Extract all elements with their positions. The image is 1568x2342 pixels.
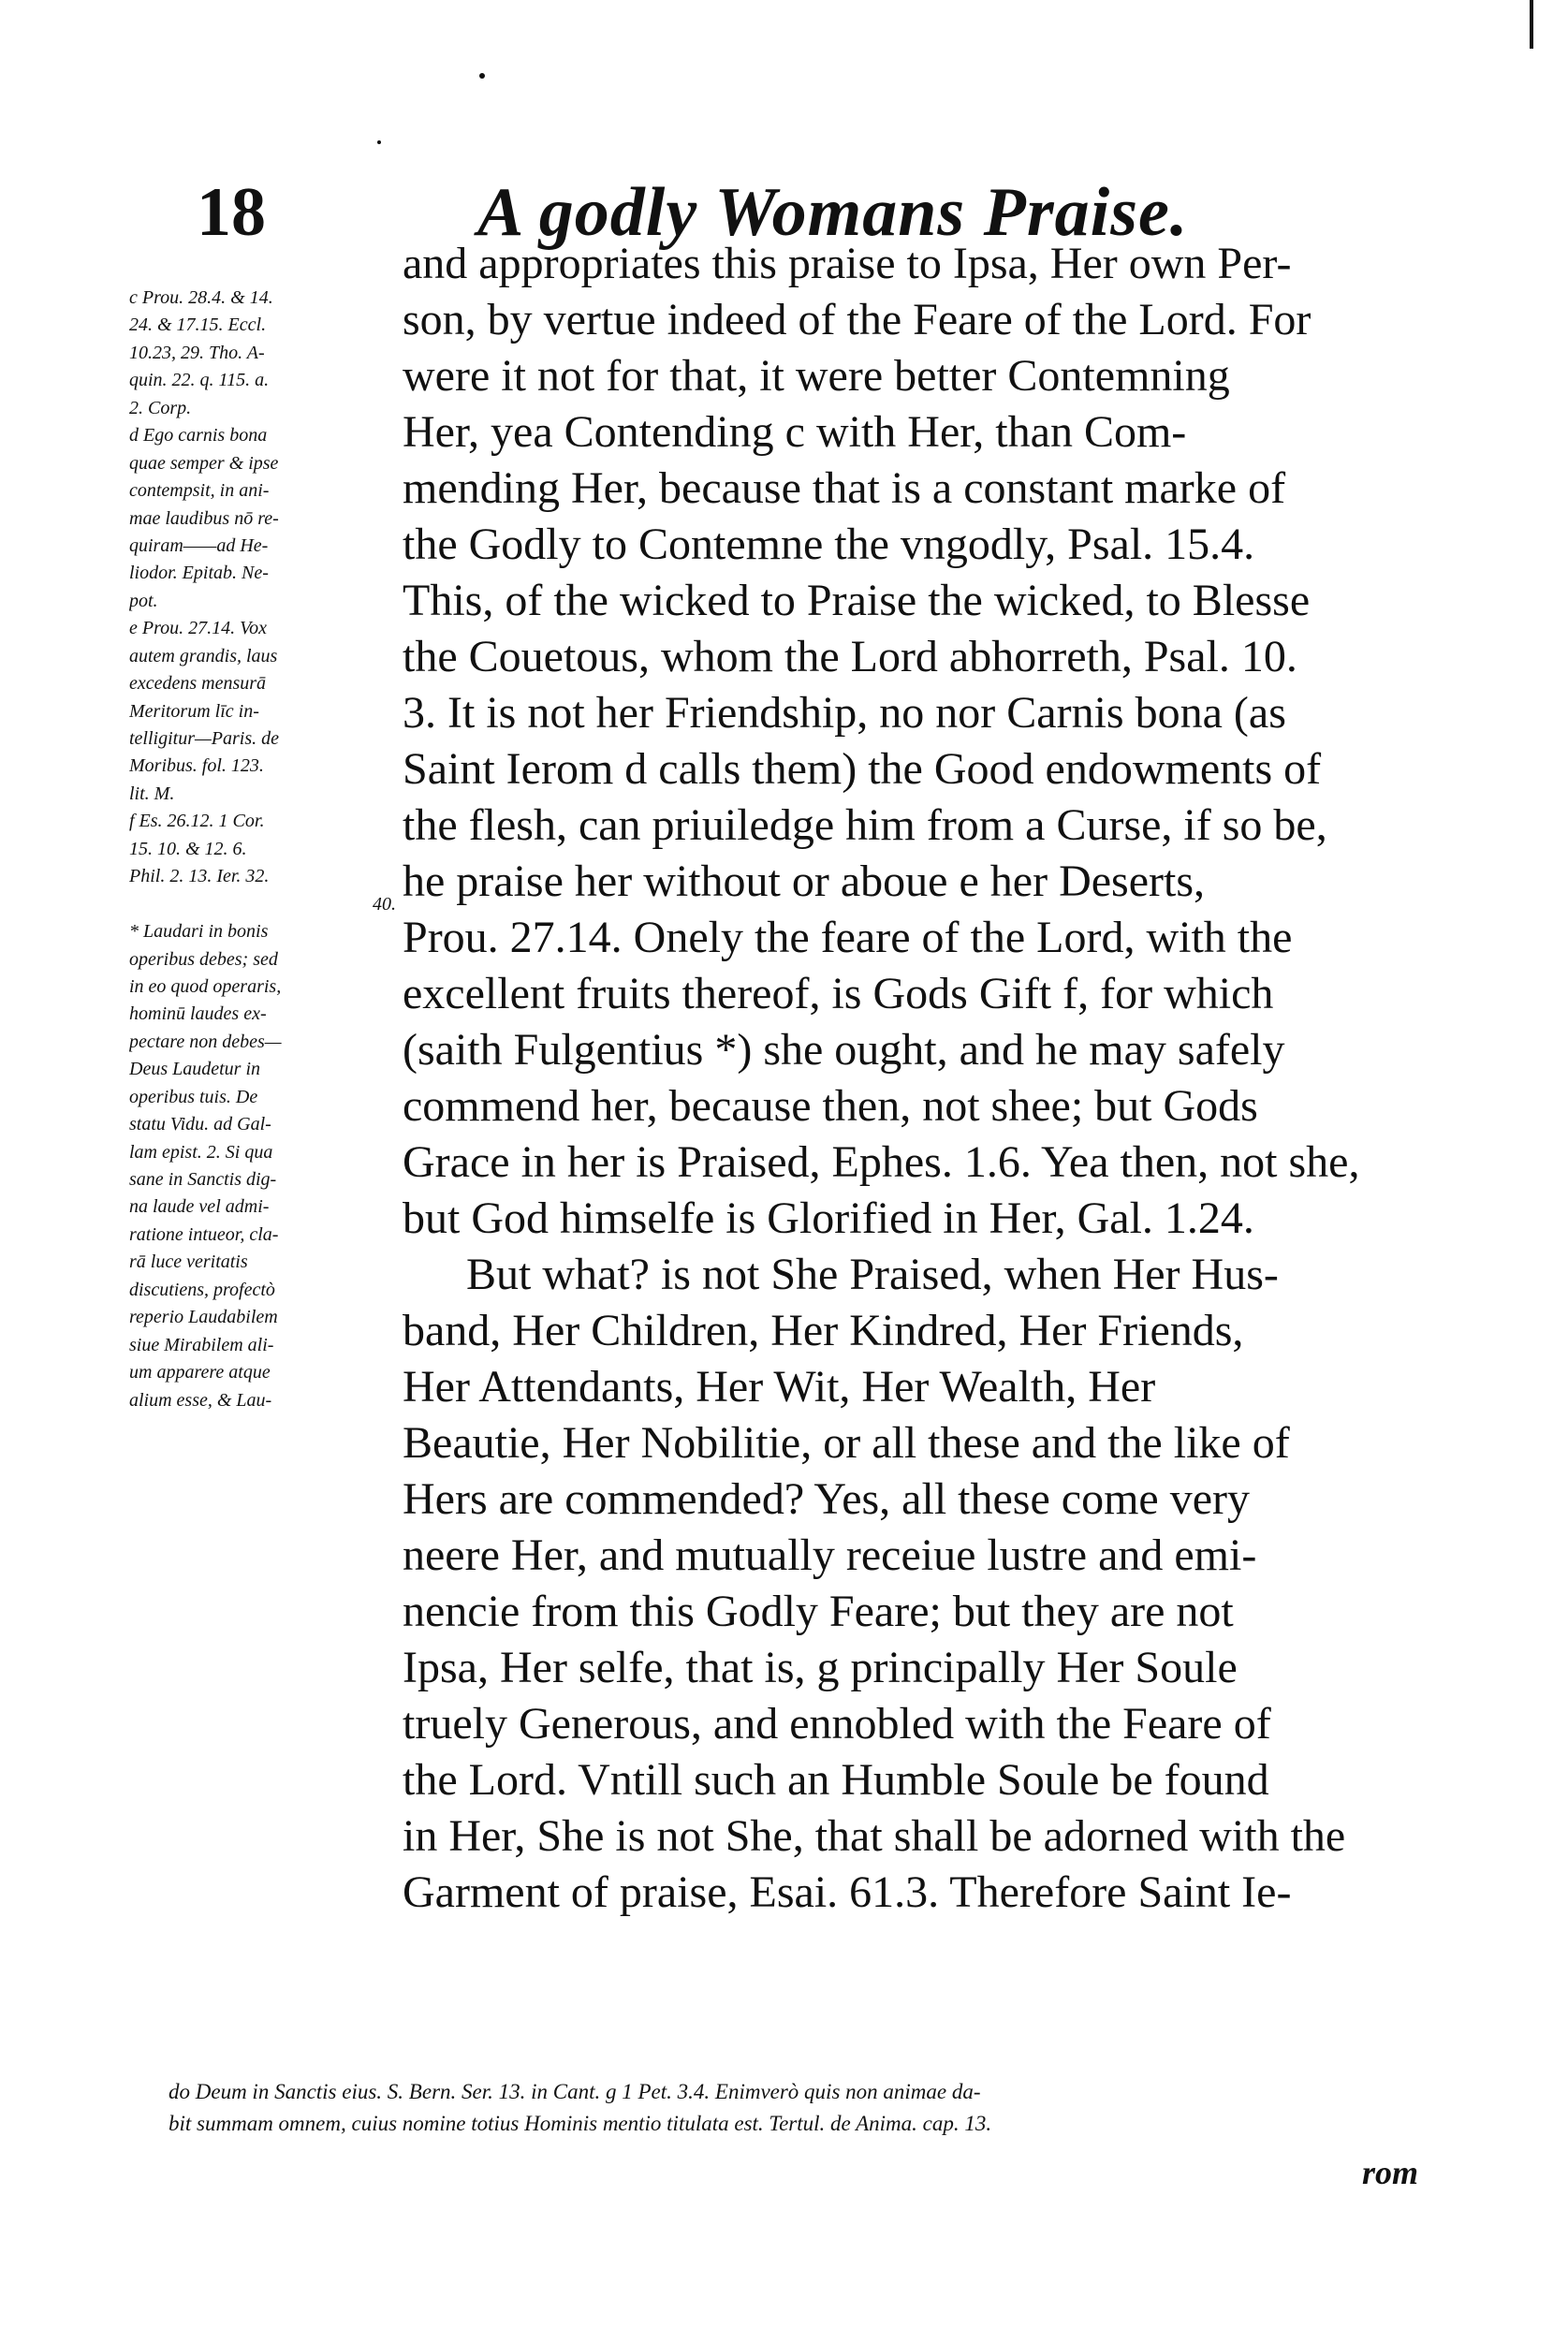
margin-notes: [129, 285, 396, 1414]
body-line: Prou. 27.14. Onely the feare of the Lord, with the: [403, 913, 1293, 962]
ink-speck: [377, 140, 381, 144]
margin-note-line: contempsit, in ani-: [129, 480, 270, 502]
body-line: Beautie, Her Nobilitie, or all these and the like of: [403, 1418, 1290, 1468]
margin-note-line: Phil. 2. 13. Ier. 32.: [129, 866, 270, 887]
body-line: Ipsa, Her selfe, that is, g principally Her Soule: [403, 1643, 1238, 1692]
margin-note-line: lam epist. 2. Si qua: [129, 1141, 273, 1163]
body-line: band, Her Children, Her Kindred, Her Friends,: [403, 1306, 1244, 1355]
body-line: commend her, because then, not shee; but Gods: [403, 1081, 1258, 1131]
body-line: truely Generous, and ennobled with the Feare of: [403, 1699, 1271, 1749]
body-line: (saith Fulgentius *) she ought, and he may safely: [403, 1025, 1285, 1075]
margin-note-line: 15. 10. & 12. 6.: [129, 838, 247, 859]
margin-note-line: sane in Sanctis dig-: [129, 1169, 277, 1190]
body-text: [403, 236, 1432, 1921]
body-line: the Couetous, whom the Lord abhorreth, Psal. 10.: [403, 632, 1297, 681]
body-line: Saint Ierom d calls them) the Good endowments of: [403, 744, 1322, 794]
body-line: Hers are commended? Yes, all these come very: [403, 1474, 1251, 1524]
margin-note-line: liodor. Epitab. Ne-: [129, 563, 269, 584]
margin-note-line: na laude vel admi-: [129, 1196, 270, 1218]
running-title: A godly Womans Praise.: [477, 174, 1189, 251]
catchword: rom: [1361, 2154, 1418, 2191]
body-line: were it not for that, it were better Contemning: [403, 351, 1230, 401]
margin-note-line: excedens mensurā: [129, 673, 267, 695]
footnote-line: do Deum in Sanctis eius. S. Bern. Ser. 13. in Cant. g 1 Pet. 3.4. Enimverò quis non animae da-: [169, 2080, 981, 2103]
margin-note-line: siue Mirabilem ali-: [129, 1334, 274, 1355]
body-line: the Lord. Vntill such an Humble Soule be found: [403, 1755, 1269, 1805]
margin-note-line: lit. M.: [129, 783, 175, 804]
margin-note-line: quae semper & ipse: [129, 452, 279, 474]
margin-note-line: pectare non debes—: [129, 1031, 282, 1052]
margin-note-line: 2. Corp.: [129, 397, 192, 418]
margin-note-line: in eo quod operaris,: [129, 975, 282, 997]
body-line: This, of the wicked to Praise the wicked, to Blesse: [403, 576, 1311, 625]
margin-note-line: alium esse, & Lau-: [129, 1389, 272, 1411]
body-line: nencie from this Godly Feare; but they are not: [403, 1587, 1234, 1636]
margin-note-line: operibus debes; sed: [129, 948, 278, 970]
margin-note-line: 24. & 17.15. Eccl.: [129, 315, 267, 336]
margin-note-line: e Prou. 27.14. Vox: [129, 618, 268, 639]
page-number: 18: [197, 174, 266, 251]
body-line: But what? is not She Praised, when Her Hus-: [466, 1250, 1279, 1299]
margin-note-line: Moribus. fol. 123.: [129, 755, 264, 777]
margin-note-line: ratione intueor, cla-: [129, 1223, 279, 1245]
page-edge-rule: [1530, 0, 1533, 49]
margin-note-line: operibus tuis. De: [129, 1086, 258, 1107]
margin-note-line: rā luce veritatis: [129, 1252, 248, 1273]
margin-note-line: autem grandis, laus: [129, 645, 278, 666]
body-line: Grace in her is Praised, Ephes. 1.6. Yea then, not she,: [403, 1137, 1360, 1187]
margin-note-line: pot.: [129, 590, 158, 611]
body-line: son, by vertue indeed of the Feare of the Lord. For: [403, 295, 1312, 344]
body-line: he praise her without or aboue e her Deserts,: [403, 856, 1206, 906]
margin-note-line: um apparere atque: [129, 1362, 271, 1383]
body-line: 3. It is not her Friendship, no nor Carnis bona (as: [403, 688, 1286, 738]
body-line: and appropriates this praise to Ipsa, Her own Per-: [403, 239, 1292, 288]
margin-note-line: mae laudibus nō re-: [129, 507, 279, 529]
margin-note-line: reperio Laudabilem: [129, 1307, 278, 1328]
margin-note-line: Deus Laudetur in: [129, 1059, 260, 1080]
margin-note-line: quiram——ad He-: [129, 534, 269, 556]
body-line: but God himselfe is Glorified in Her, Gal. 1.24.: [403, 1193, 1254, 1243]
margin-note-line: f Es. 26.12. 1 Cor.: [129, 811, 265, 832]
margin-note-line: Meritorum līc in-: [129, 700, 259, 722]
margin-note-line: 40.: [373, 893, 396, 915]
margin-note-line: hominū laudes ex-: [129, 1003, 267, 1025]
body-line: excellent fruits thereof, is Gods Gift f, for which: [403, 969, 1274, 1018]
footnote-line: bit summam omnem, cuius nomine totius Hominis mentio titulata est. Tertul. de Anima. cap. 13.: [169, 2112, 992, 2135]
body-line: neere Her, and mutually receiue lustre and emi-: [403, 1530, 1257, 1580]
body-line: in Her, She is not She, that shall be adorned with the: [403, 1811, 1346, 1861]
margin-note-line: telligitur—Paris. de: [129, 728, 279, 749]
body-line: Her, yea Contending c with Her, than Com-: [403, 407, 1187, 457]
margin-note-line: d Ego carnis bona: [129, 425, 268, 446]
body-line: Garment of praise, Esai. 61.3. Therefore Saint Ie-: [403, 1867, 1292, 1917]
body-line: the flesh, can priuiledge him from a Curse, if so be,: [403, 800, 1327, 850]
margin-note-line: 10.23, 29. Tho. A-: [129, 342, 265, 363]
ink-speck: [479, 73, 485, 79]
margin-note-line: * Laudari in bonis: [129, 921, 269, 943]
body-line: mending Her, because that is a constant marke of: [403, 463, 1286, 513]
margin-note-line: discutiens, profectò: [129, 1279, 275, 1300]
margin-note-line: statu Vidu. ad Gal-: [129, 1114, 271, 1135]
body-line: the Godly to Contemne the vngodly, Psal. 15.4.: [403, 520, 1255, 569]
margin-note-line: c Prou. 28.4. & 14.: [129, 287, 273, 308]
body-line: Her Attendants, Her Wit, Her Wealth, Her: [403, 1362, 1156, 1412]
margin-note-line: quin. 22. q. 115. a.: [129, 370, 270, 391]
footnotes: [169, 2076, 1442, 2140]
